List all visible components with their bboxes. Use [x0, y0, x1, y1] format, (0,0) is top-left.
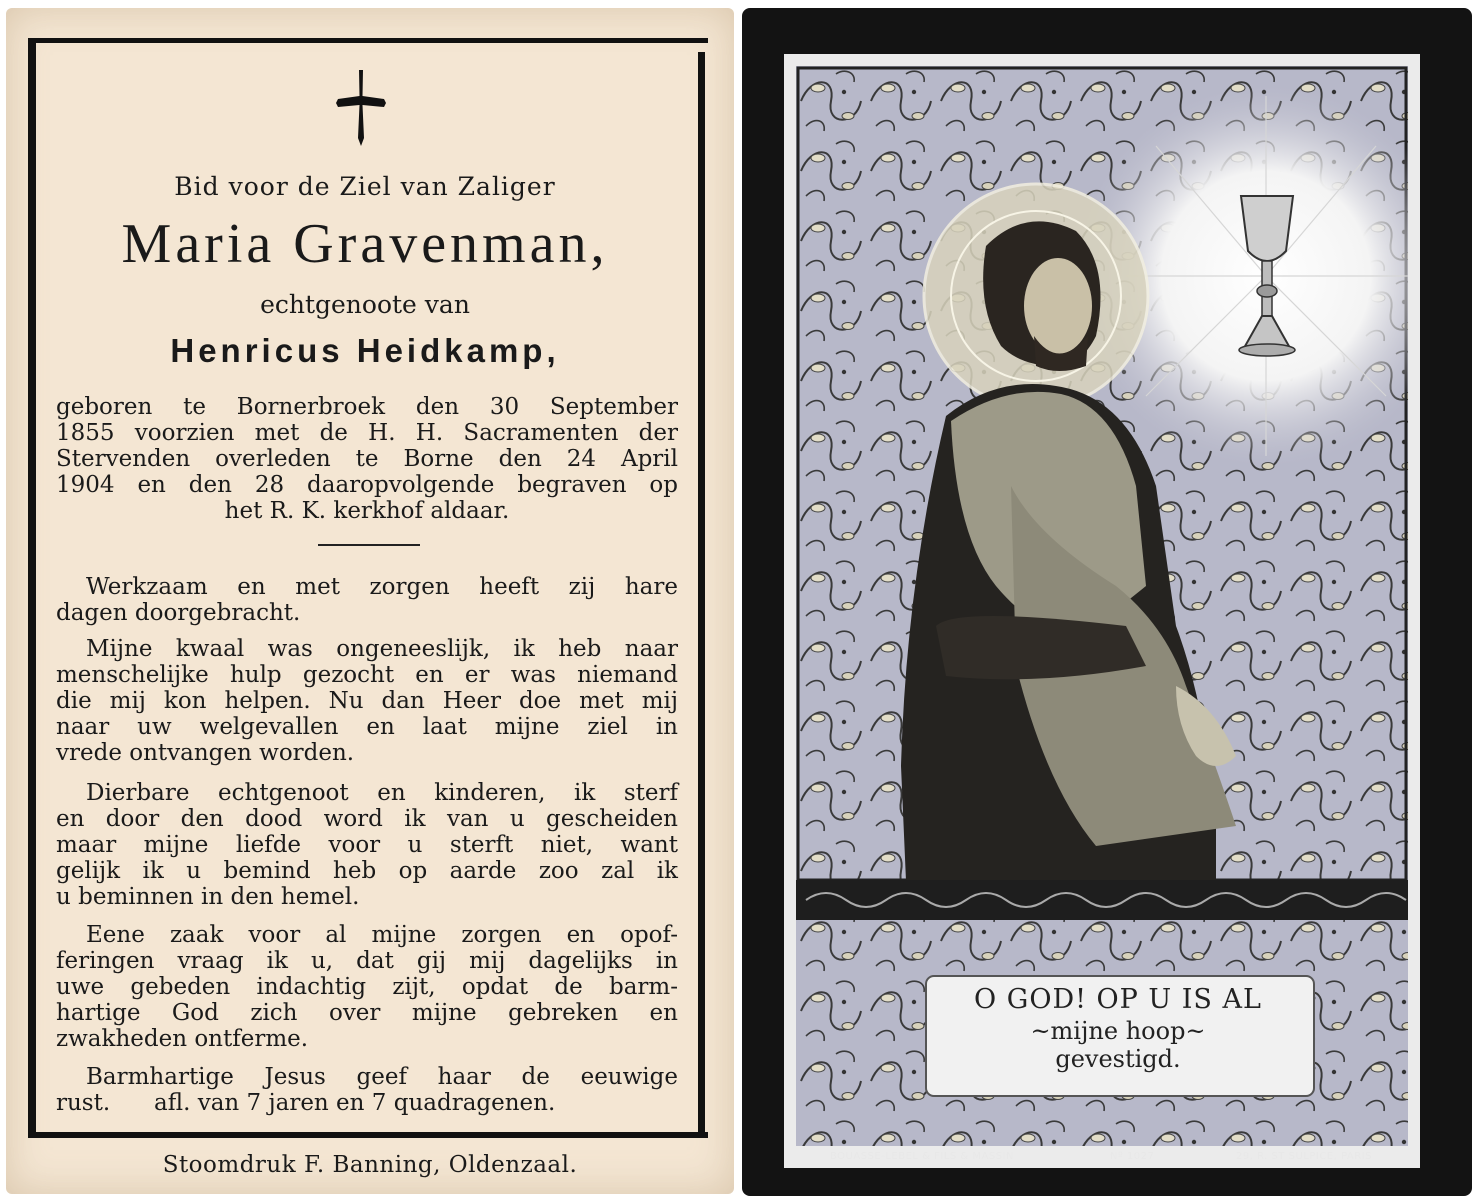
text-line: 1855 voorzien met de H. H. Sacramenten der: [56, 420, 678, 446]
text-line: die mij kon helpen. Nu dan Heer doe met mij: [56, 688, 678, 714]
paragraph-2: [56, 636, 678, 766]
frame-left-border: [28, 38, 36, 1136]
birth-death-details: [56, 394, 678, 524]
cross-icon: [334, 68, 388, 148]
spouse-name: Henricus Heidkamp,: [170, 332, 560, 369]
frame-right-border: [698, 52, 705, 1136]
text-line: menschelijke hulp gezocht en er was niemand: [56, 662, 678, 688]
frame-top-border: [28, 38, 708, 43]
motto-line-3: gevestigd.: [1055, 1045, 1181, 1073]
text-line: vrede ontvangen worden.: [56, 740, 355, 766]
motto-line-1: O GOD! OP U IS AL: [974, 984, 1262, 1015]
paragraph-3: [56, 780, 678, 910]
text-line: Mijne kwaal was ongeneeslijk, ik heb naar: [86, 636, 678, 662]
frame-bottom-border: [28, 1132, 708, 1138]
publisher-address: 29, R. ST SULPICE, PARIS: [1236, 1151, 1373, 1162]
text-line: Barmhartige Jesus geef haar de eeuwige: [86, 1064, 678, 1090]
text-line: uwe gebeden indachtig zijt, opdat de barm-: [56, 974, 678, 1000]
divider-rule: [318, 544, 420, 546]
text-line: hartige God zich over mijne gebreken en: [56, 1000, 678, 1026]
text-line: Dierbare echtgenoot en kinderen, ik sterf: [86, 780, 678, 806]
paragraph-4: [56, 922, 678, 1052]
paragraph-5: [56, 1064, 678, 1116]
text-line: naar uw welgevallen en laat mijne ziel in: [56, 714, 678, 740]
text-line: dagen doorgebracht.: [56, 600, 301, 626]
printer-credit: Stoomdruk F. Banning, Oldenzaal.: [162, 1152, 578, 1178]
text-line: en door den dood word ik van u gescheiden: [56, 806, 678, 832]
text-line: het R. K. kerkhof aldaar.: [224, 498, 510, 524]
text-line: rust. afl. van 7 jaren en 7 quadragenen.: [56, 1090, 556, 1116]
text-line: feringen vraag ik u, dat gij mij dagelijks in: [56, 948, 678, 974]
text-line: zwakheden ontferme.: [56, 1026, 309, 1052]
text-line: Stervenden overleden te Borne den 24 April: [56, 446, 678, 472]
publisher-name: BOUASSE-LEBEL & FILS & MASSIN: [830, 1151, 1015, 1162]
text-line: maar mijne liefde voor u sterft niet, want: [56, 832, 678, 858]
spouse-label: echtgenoote van: [260, 290, 470, 319]
motto-line-2: ~mijne hoop~: [1030, 1017, 1206, 1045]
text-line: geboren te Bornerbroek den 30 September: [56, 394, 678, 420]
motto-block: [928, 978, 1308, 1088]
text-line: gelijk ik u bemind heb op aarde zoo zal ik: [56, 858, 678, 884]
prayer-intro: Bid voor de Ziel van Zaliger: [174, 172, 556, 201]
text-line: u beminnen in den hemel.: [56, 884, 360, 910]
paragraph-1: [56, 574, 678, 626]
deceased-name: Maria Gravenman,: [121, 213, 609, 275]
text-line: 1904 en den 28 daaropvolgende begraven op: [56, 472, 678, 498]
text-line: Eene zaak voor al mijne zorgen en opof-: [86, 922, 678, 948]
text-line: Werkzaam en met zorgen heeft zij hare: [86, 574, 678, 600]
print-number: Nº 1027: [1110, 1151, 1155, 1162]
